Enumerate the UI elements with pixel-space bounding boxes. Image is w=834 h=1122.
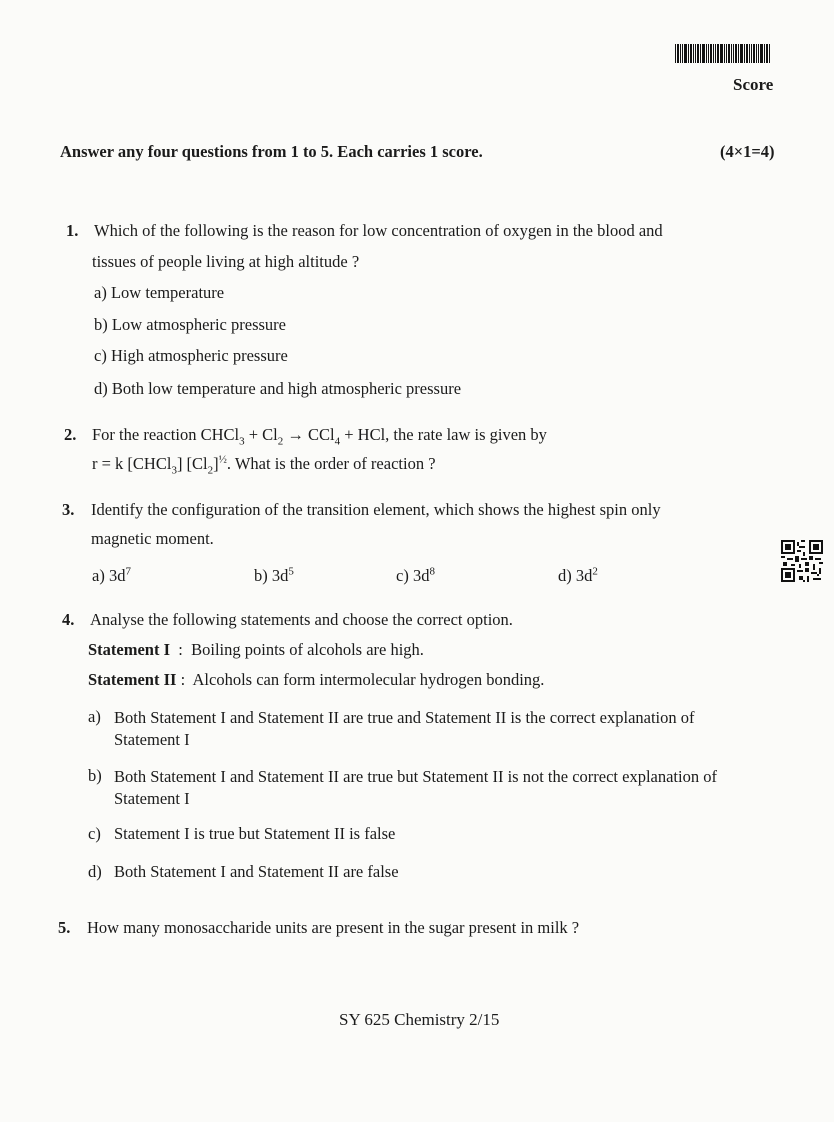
answer-option: c) $3d^8$ (396, 565, 435, 585)
answer-option: a) $3d^7$ (92, 565, 131, 585)
barcode-bar (684, 44, 687, 63)
answer-option: Both Statement I and Statement II are true and Statement II is the correct explanation of Statement I (114, 708, 695, 749)
question-text: Identify the configuration of the transition element, which shows the highest spin only (91, 500, 661, 519)
barcode-bar (706, 44, 707, 63)
answer-option: c) High atmospheric pressure (94, 346, 288, 365)
barcode-bar (766, 44, 768, 63)
barcode-bar (682, 44, 683, 63)
question-number: 3. (62, 500, 75, 519)
answer-option: Both Statement I and Statement II are true but Statement II is not the correct explanation of Statement I (114, 767, 717, 808)
qr-code (781, 540, 823, 582)
score-label: Score (733, 75, 774, 94)
statement-1: Statement I : Boiling points of alcohols are high. (88, 640, 424, 659)
barcode-bar (740, 44, 743, 63)
barcode-bar (744, 44, 745, 63)
answer-option: a) Low temperature (94, 283, 225, 302)
barcode-bar (677, 44, 679, 63)
answer-option: b) Low atmospheric pressure (94, 315, 286, 334)
barcode-bar (753, 44, 755, 63)
barcode-bar (760, 44, 763, 63)
barcode-bar (675, 44, 676, 63)
barcode-bar (749, 44, 750, 63)
barcode-bar (688, 44, 689, 63)
barcode-bar (728, 44, 730, 63)
barcode-bar (702, 44, 705, 63)
barcode-bar (758, 44, 759, 63)
barcode-graphic (675, 44, 783, 63)
barcode-bar (720, 44, 723, 63)
question-text: magnetic moment. (91, 529, 214, 548)
option-tag: d) (88, 862, 102, 881)
answer-option: b) $3d^5$ (254, 565, 294, 585)
answer-option: d) $3d^2$ (558, 565, 598, 585)
barcode-bar (713, 44, 714, 63)
barcode-bar (735, 44, 737, 63)
question-number: 4. (62, 610, 75, 629)
question-text: tissues of people living at high altitude ? (92, 252, 360, 271)
question-text: For the reaction CHCl$_3$ + $Cl_2 \to CCl_4$ + HCl, the rate law is given by (92, 425, 547, 448)
option-tag: a) (88, 707, 101, 726)
barcode-bar (731, 44, 732, 63)
statement-2: Statement II : Alcohols can form intermolecular hydrogen bonding. (88, 670, 545, 689)
barcode-bar (690, 44, 692, 63)
barcode-bar (726, 44, 727, 63)
barcode-bar (700, 44, 701, 63)
barcode-bar (693, 44, 694, 63)
barcode-bar (764, 44, 765, 63)
barcode-bar (756, 44, 757, 63)
barcode-bar (733, 44, 734, 63)
question-text: Which of the following is the reason for low concentration of oxygen in the blood and (94, 221, 663, 240)
barcode-bar (695, 44, 696, 63)
instruction-text: Answer any four questions from 1 to 5. Each carries 1 score. (60, 142, 483, 161)
question-text: Analyse the following statements and choose the correct option. (90, 610, 513, 629)
barcode-bar (738, 44, 739, 63)
option-tag: c) (88, 824, 101, 843)
barcode-bar (769, 44, 770, 63)
question-number: 2. (64, 425, 77, 444)
barcode-bar (717, 44, 719, 63)
barcode-bar (680, 44, 681, 63)
question-number: 1. (66, 221, 79, 240)
rate-law-text: r = k [CHCl$_3$] $[Cl_2]^{\frac{1}{2}}$. What is the order of reaction ? (92, 453, 436, 477)
page-footer: SY 625 Chemistry 2/15 (339, 1010, 500, 1029)
barcode-bar (710, 44, 712, 63)
answer-option: Both Statement I and Statement II are false (114, 862, 399, 881)
option-tag: b) (88, 766, 102, 785)
barcode-bar (724, 44, 725, 63)
answer-option: d) Both low temperature and high atmospheric pressure (94, 379, 462, 398)
barcode-bar (715, 44, 716, 63)
barcode-bar (697, 44, 699, 63)
barcode-bar (708, 44, 709, 63)
question-number: 5. (58, 918, 71, 937)
answer-option: Statement I is true but Statement II is false (114, 824, 396, 843)
marks-allocation: (4×1=4) (720, 142, 775, 161)
barcode-bar (751, 44, 752, 63)
barcode-bar (746, 44, 748, 63)
question-text: How many monosaccharide units are present in the sugar present in milk ? (87, 918, 580, 937)
